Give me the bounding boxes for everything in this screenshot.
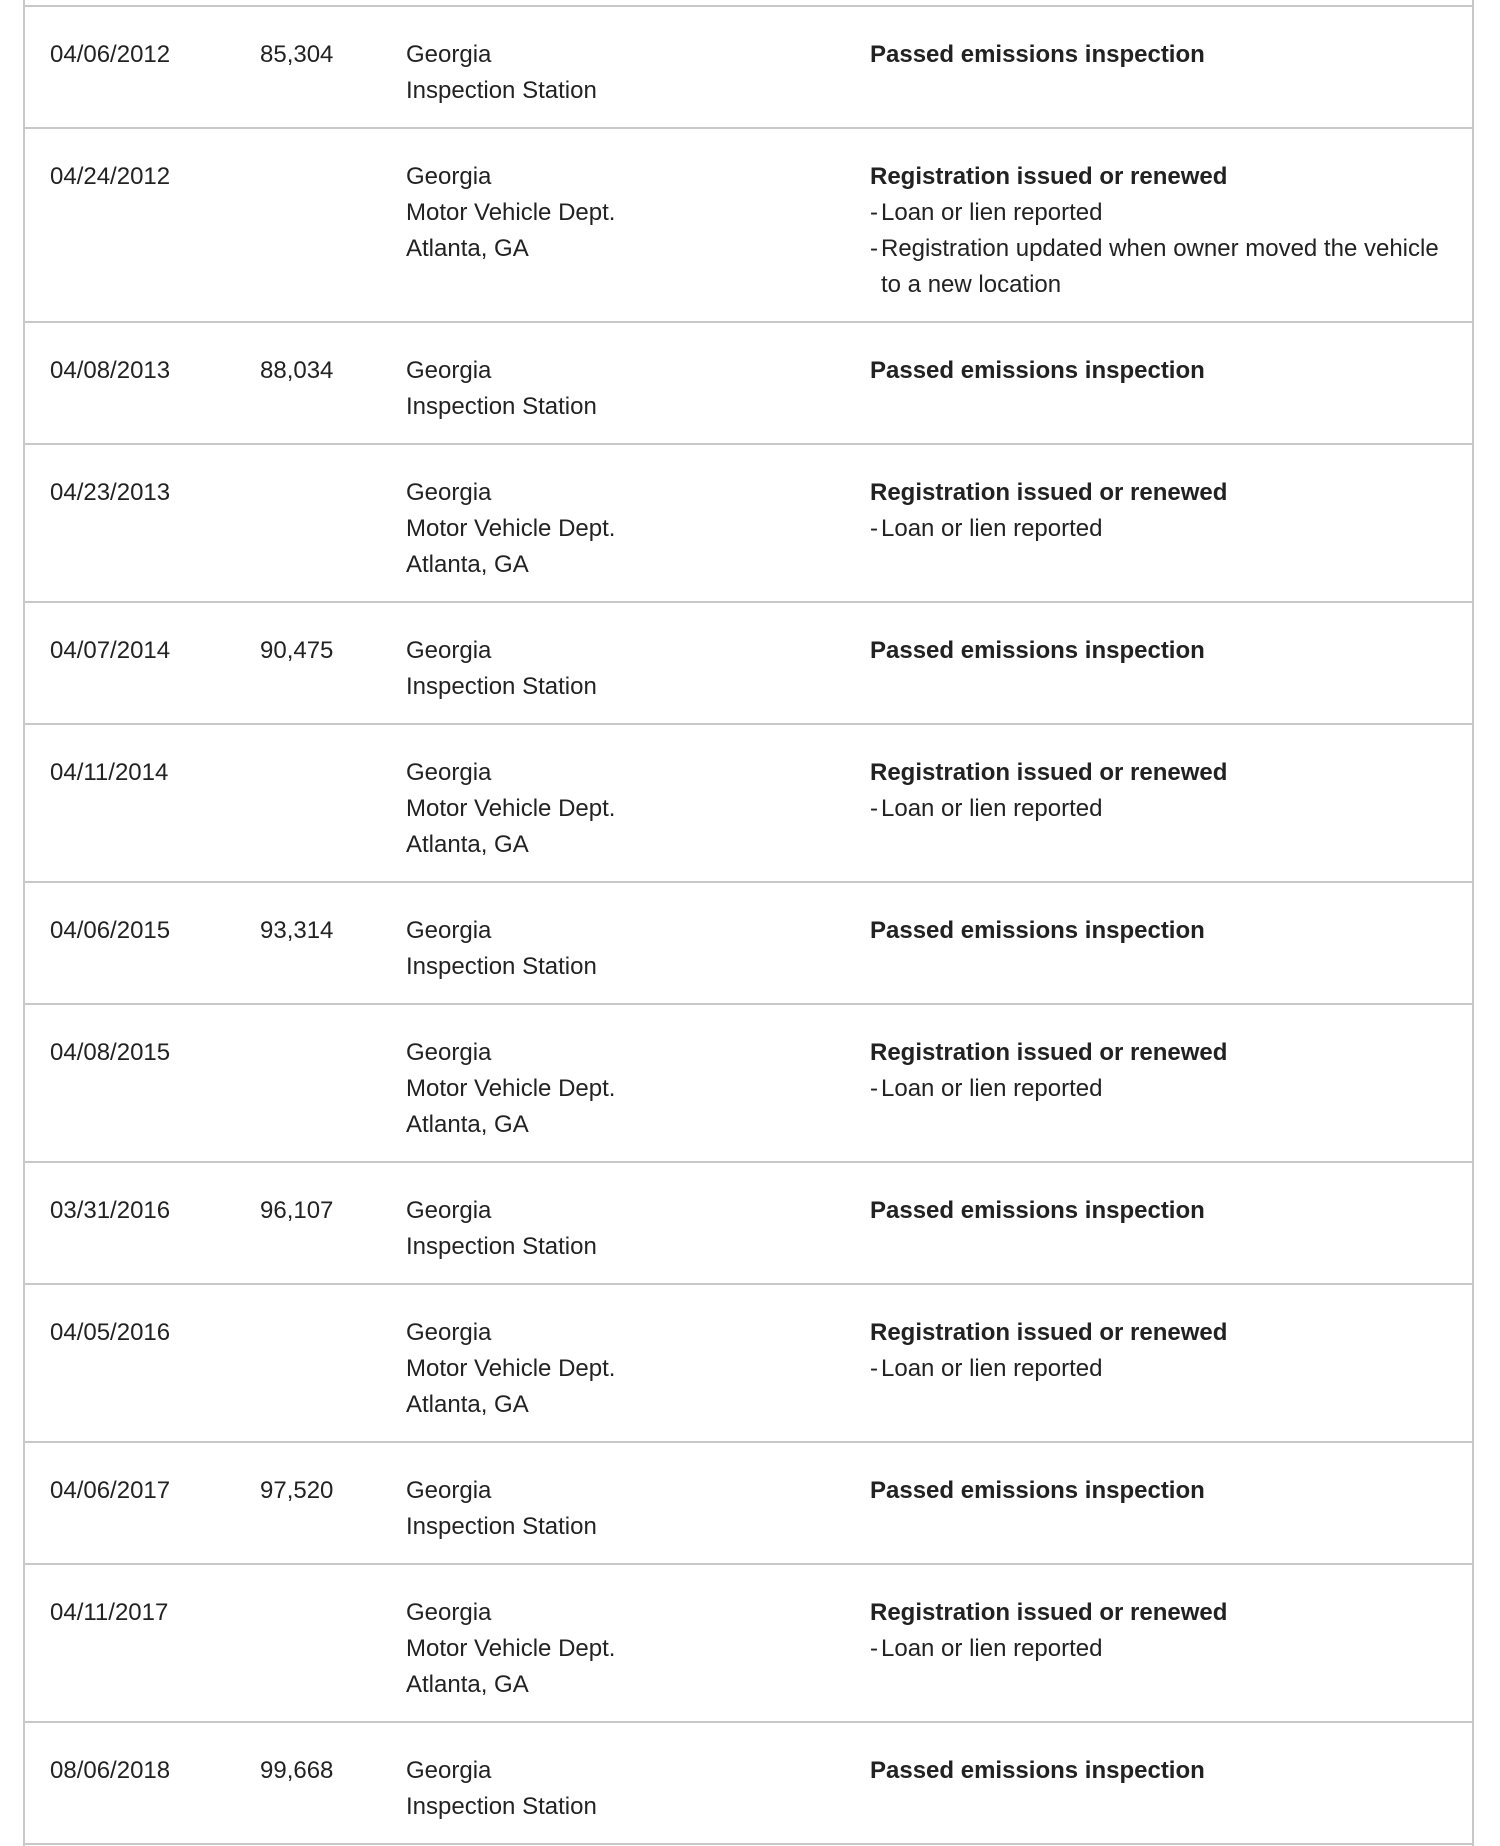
odometer-cell: 96,107 [260, 1197, 334, 1224]
table-row [25, 7, 1472, 129]
detail-item: - Loan or lien reported [870, 199, 1103, 226]
source-line: Georgia [406, 1599, 492, 1626]
details-cell [870, 755, 1460, 827]
date-cell: 04/06/2015 [50, 917, 171, 944]
event-headline: Registration issued or renewed [870, 1599, 1228, 1626]
source-cell [406, 755, 615, 863]
details-cell [870, 633, 1460, 669]
date-cell: 04/06/2012 [50, 41, 171, 68]
table-row [25, 725, 1472, 883]
source-cell [406, 1473, 597, 1545]
source-line: Georgia [406, 1757, 492, 1784]
source-cell [406, 1315, 615, 1423]
details-cell [870, 1595, 1460, 1667]
detail-item: - Loan or lien reported [870, 795, 1103, 822]
source-cell [406, 37, 597, 109]
source-line: Inspection Station [406, 1793, 597, 1820]
event-headline: Registration issued or renewed [870, 1039, 1228, 1066]
event-headline: Registration issued or renewed [870, 163, 1228, 190]
table-row [25, 1723, 1472, 1845]
detail-text: Loan or lien reported [881, 199, 1103, 226]
date-cell: 04/08/2013 [50, 357, 171, 384]
source-line: Atlanta, GA [406, 235, 529, 262]
event-headline: Passed emissions inspection [870, 1757, 1205, 1784]
date-cell: 04/07/2014 [50, 637, 171, 664]
source-cell [406, 353, 597, 425]
details-cell [870, 159, 1460, 303]
detail-text: Loan or lien reported [881, 795, 1103, 822]
source-line: Motor Vehicle Dept. [406, 1635, 616, 1662]
odometer-cell: 97,520 [260, 1477, 334, 1504]
detail-item: - Loan or lien reported [870, 1075, 1103, 1102]
source-line: Motor Vehicle Dept. [406, 1355, 616, 1382]
table-row [25, 1285, 1472, 1443]
odometer-cell: 85,304 [260, 41, 334, 68]
source-line: Georgia [406, 759, 492, 786]
source-cell [406, 1193, 597, 1265]
odometer-cell: 93,314 [260, 917, 334, 944]
source-line: Motor Vehicle Dept. [406, 199, 616, 226]
date-cell: 04/08/2015 [50, 1039, 171, 1066]
source-line: Georgia [406, 917, 492, 944]
source-cell [406, 159, 615, 267]
source-line: Georgia [406, 637, 492, 664]
details-cell [870, 1753, 1460, 1789]
source-cell [406, 475, 615, 583]
source-line: Georgia [406, 1197, 492, 1224]
source-line: Inspection Station [406, 953, 597, 980]
source-cell [406, 1753, 597, 1825]
source-line: Inspection Station [406, 77, 597, 104]
detail-text: Loan or lien reported [881, 1355, 1103, 1382]
event-headline: Passed emissions inspection [870, 637, 1205, 664]
date-cell: 04/11/2017 [50, 1599, 169, 1626]
event-headline: Passed emissions inspection [870, 357, 1205, 384]
details-cell [870, 1193, 1460, 1229]
event-headline: Registration issued or renewed [870, 479, 1228, 506]
detail-text: Registration updated when owner moved the vehicle to a new location [881, 235, 1439, 298]
source-cell [406, 1595, 615, 1703]
table-row [25, 445, 1472, 603]
details-cell [870, 37, 1460, 73]
source-cell [406, 1035, 615, 1143]
details-cell [870, 1473, 1460, 1509]
detail-item: - Registration updated when owner moved the vehicle to a new location [870, 235, 1439, 298]
source-line: Atlanta, GA [406, 1671, 529, 1698]
detail-item: - Loan or lien reported [870, 1355, 1103, 1382]
date-cell: 04/11/2014 [50, 759, 169, 786]
source-line: Georgia [406, 1477, 492, 1504]
date-cell: 04/23/2013 [50, 479, 171, 506]
source-line: Georgia [406, 1039, 492, 1066]
table-row [25, 129, 1472, 323]
table-row [25, 1163, 1472, 1285]
source-line: Motor Vehicle Dept. [406, 795, 616, 822]
source-line: Georgia [406, 1319, 492, 1346]
detail-text: Loan or lien reported [881, 515, 1103, 542]
source-line: Georgia [406, 479, 492, 506]
event-headline: Registration issued or renewed [870, 1319, 1228, 1346]
source-line: Inspection Station [406, 393, 597, 420]
source-line: Georgia [406, 163, 492, 190]
date-cell: 03/31/2016 [50, 1197, 171, 1224]
event-headline: Registration issued or renewed [870, 759, 1228, 786]
source-line: Inspection Station [406, 1233, 597, 1260]
event-headline: Passed emissions inspection [870, 1197, 1205, 1224]
source-line: Inspection Station [406, 673, 597, 700]
source-line: Atlanta, GA [406, 1391, 529, 1418]
source-line: Atlanta, GA [406, 1111, 529, 1138]
details-cell [870, 353, 1460, 389]
source-line: Inspection Station [406, 1513, 597, 1540]
date-cell: 08/06/2018 [50, 1757, 171, 1784]
date-cell: 04/05/2016 [50, 1319, 171, 1346]
vehicle-history-table [23, 0, 1474, 1846]
source-line: Atlanta, GA [406, 831, 529, 858]
table-row [25, 1005, 1472, 1163]
table-row [25, 1443, 1472, 1565]
detail-text: Loan or lien reported [881, 1075, 1103, 1102]
date-cell: 04/24/2012 [50, 163, 171, 190]
details-cell [870, 1035, 1460, 1107]
details-cell [870, 913, 1460, 949]
detail-item: - Loan or lien reported [870, 1635, 1103, 1662]
source-line: Georgia [406, 41, 492, 68]
detail-text: Loan or lien reported [881, 1635, 1103, 1662]
date-cell: 04/06/2017 [50, 1477, 171, 1504]
event-headline: Passed emissions inspection [870, 1477, 1205, 1504]
odometer-cell: 90,475 [260, 637, 334, 664]
source-line: Georgia [406, 357, 492, 384]
table-row [25, 883, 1472, 1005]
odometer-cell: 99,668 [260, 1757, 334, 1784]
source-line: Motor Vehicle Dept. [406, 1075, 616, 1102]
details-cell [870, 475, 1460, 547]
source-line: Atlanta, GA [406, 551, 529, 578]
source-line: Motor Vehicle Dept. [406, 515, 616, 542]
detail-item: - Loan or lien reported [870, 515, 1103, 542]
source-cell [406, 633, 597, 705]
event-headline: Passed emissions inspection [870, 917, 1205, 944]
odometer-cell: 88,034 [260, 357, 334, 384]
table-row [25, 603, 1472, 725]
source-cell [406, 913, 597, 985]
table-row [25, 1565, 1472, 1723]
details-cell [870, 1315, 1460, 1387]
event-headline: Passed emissions inspection [870, 41, 1205, 68]
table-row [25, 323, 1472, 445]
